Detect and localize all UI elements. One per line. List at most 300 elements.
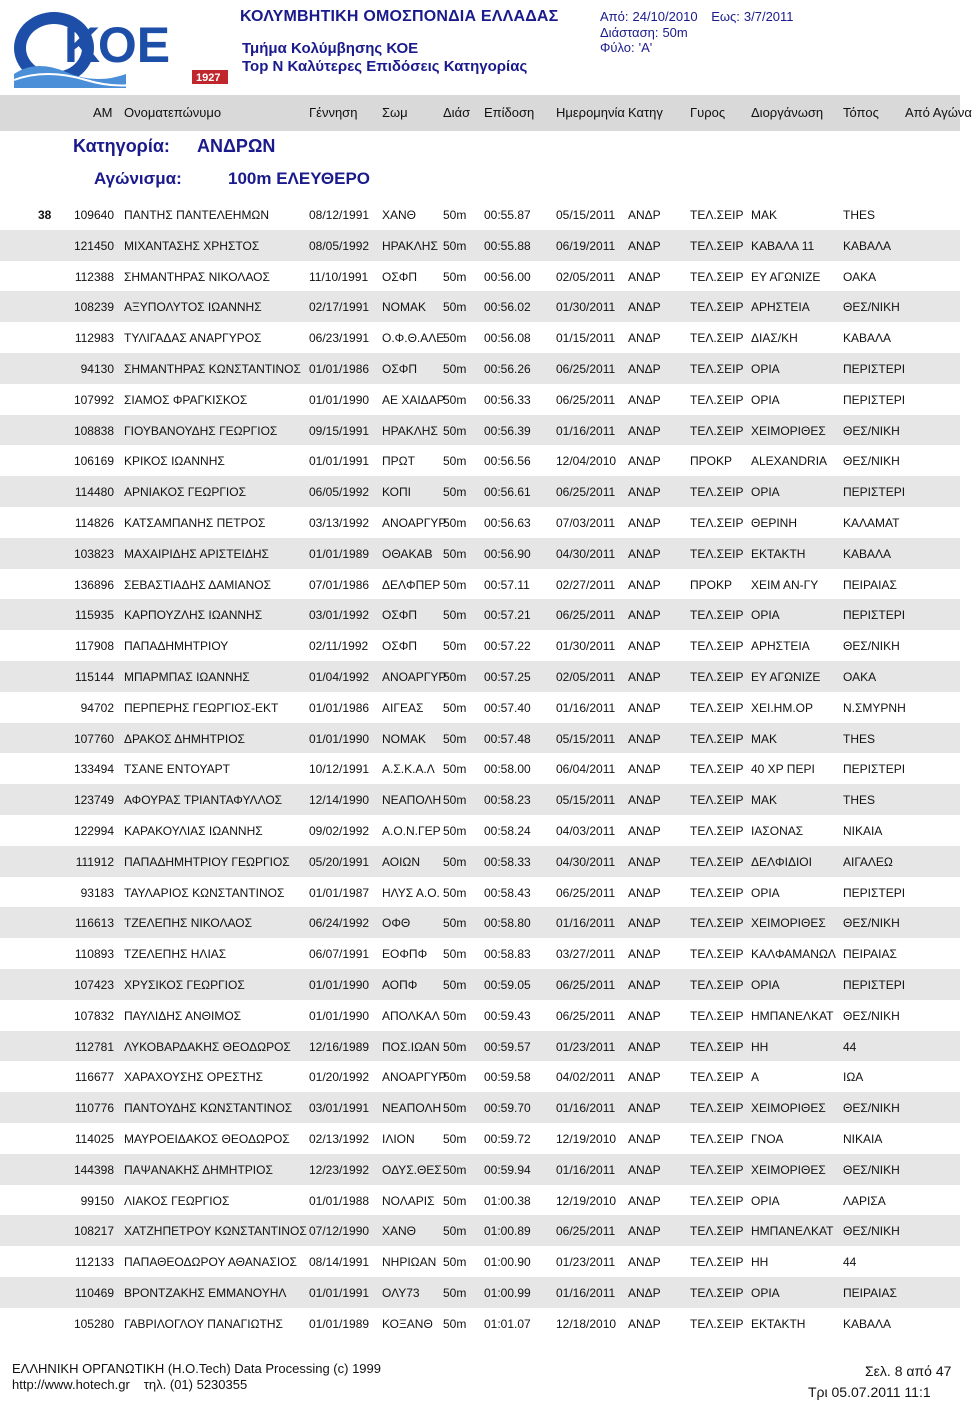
row-place: ΘΕΣ/ΝΙΚΗ xyxy=(843,1162,900,1177)
row-am: 107992 xyxy=(73,392,114,407)
row-am: 111912 xyxy=(75,854,114,869)
row-time: 00:58.43 xyxy=(484,885,531,900)
row-birth: 06/07/1991 xyxy=(309,947,370,962)
row-name: ΜΠΑΡΜΠΑΣ ΙΩΑΝΝΗΣ xyxy=(124,669,250,684)
row-round: ΤΕΛ.ΣΕΙΡ xyxy=(690,885,744,900)
table-row xyxy=(0,1000,960,1031)
row-round: ΤΕΛ.ΣΕΙΡ xyxy=(690,1224,744,1239)
row-am: 112388 xyxy=(74,269,114,284)
row-name: ΣΙΑΜΟΣ ΦΡΑΓΚΙΣΚΟΣ xyxy=(124,392,248,407)
table-row xyxy=(0,1246,960,1277)
row-name: ΚΑΡΑΚΟΥΛΙΑΣ ΙΩΑΝΝΗΣ xyxy=(124,823,263,838)
row-event: ΑΡΗΣΤΕΙΑ xyxy=(751,300,810,315)
row-am: 112133 xyxy=(74,1255,114,1270)
row-place: ΚΑΒΑΛΑ xyxy=(843,331,892,346)
row-distance: 50m xyxy=(443,331,467,346)
row-club: ΑΟΙΩΝ xyxy=(382,854,421,869)
row-date: 06/25/2011 xyxy=(556,1008,616,1023)
logo-letters: ΚΟΕ xyxy=(64,17,171,73)
row-distance: 50m xyxy=(443,454,467,469)
row-category: ΑΝΔΡ xyxy=(628,1255,661,1270)
row-distance: 50m xyxy=(443,977,467,992)
table-row xyxy=(0,846,960,877)
row-place: ΘΕΣ/ΝΙΚΗ xyxy=(843,423,900,438)
row-category: ΑΝΔΡ xyxy=(628,1008,661,1023)
row-date: 12/04/2010 xyxy=(556,454,617,469)
row-distance: 50m xyxy=(443,1193,467,1208)
row-place: ΠΕΙΡΑΙΑΣ xyxy=(843,577,897,592)
row-time: 00:59.58 xyxy=(484,1070,531,1085)
row-date: 04/02/2011 xyxy=(556,1070,616,1085)
row-club: ΚΟΞΑΝΘ xyxy=(382,1316,433,1331)
row-birth: 02/13/1992 xyxy=(309,1131,370,1146)
table-row xyxy=(0,784,960,815)
row-date: 05/15/2011 xyxy=(556,793,616,808)
category-value: ΑΝΔΡΩΝ xyxy=(197,136,276,156)
row-distance: 50m xyxy=(443,1255,467,1270)
row-category: ΑΝΔΡ xyxy=(628,1131,661,1146)
row-birth: 09/02/1992 xyxy=(309,823,370,838)
row-distance: 50m xyxy=(443,238,467,253)
row-round: ΤΕΛ.ΣΕΙΡ xyxy=(690,1039,744,1054)
row-time: 00:56.08 xyxy=(484,331,531,346)
row-category: ΑΝΔΡ xyxy=(628,1039,661,1054)
footer-phone: τηλ. (01) 5230355 xyxy=(143,1377,248,1392)
row-event: ΟΡΙΑ xyxy=(751,1285,780,1300)
row-name: ΧΑΡΑΧΟΥΣΗΣ ΟΡΕΣΤΗΣ xyxy=(124,1070,264,1085)
row-name: ΤΣΑΝΕ ΕΝΤΟΥΑΡΤ xyxy=(124,762,230,777)
row-time: 00:56.26 xyxy=(484,361,531,376)
row-date: 01/16/2011 xyxy=(556,916,616,931)
table-row xyxy=(0,1061,960,1092)
from-label: Από: xyxy=(600,9,629,24)
row-distance: 50m xyxy=(443,546,467,561)
row-name: ΠΕΡΠΕΡΗΣ ΓΕΩΡΓΙΟΣ-ΕΚΤ xyxy=(124,700,279,715)
to-label: Εως: xyxy=(711,9,740,24)
row-time: 00:57.48 xyxy=(484,731,531,746)
row-event: ΕΚΤΑΚΤΗ xyxy=(751,1316,806,1331)
row-round: ΤΕΛ.ΣΕΙΡ xyxy=(690,608,744,623)
row-place: ΠΕΙΡΑΙΑΣ xyxy=(843,1285,897,1300)
row-time: 00:59.72 xyxy=(484,1131,531,1146)
row-club: ΗΛΥΣ Α.Ο. xyxy=(382,885,440,900)
row-name: ΒΡΟΝΤΖΑΚΗΣ ΕΜΜΑΝΟΥΗΛ xyxy=(124,1285,287,1300)
row-round: ΤΕΛ.ΣΕΙΡ xyxy=(690,916,744,931)
row-club: ΧΑΝΘ xyxy=(382,1224,417,1239)
row-event: ΧΕΙΜΟΡΙΘΕΣ xyxy=(751,1101,826,1116)
row-event: ΟΡΙΑ xyxy=(751,608,780,623)
row-club: ΟΔΥΣ.ΘΕΣ xyxy=(382,1162,442,1177)
table-row xyxy=(0,1031,960,1062)
row-club: ΧΑΝΘ xyxy=(382,208,417,222)
row-event: ΕΥ ΑΓΩΝΙΖΕ xyxy=(751,269,821,284)
row-event: ΧΕΙ.ΗΜ.ΟΡ xyxy=(751,700,814,715)
row-birth: 06/05/1992 xyxy=(309,485,370,500)
row-time: 00:56.90 xyxy=(484,546,531,561)
row-distance: 50m xyxy=(443,423,467,438)
row-am: 106169 xyxy=(73,454,114,469)
table-row xyxy=(0,507,960,538)
row-category: ΑΝΔΡ xyxy=(628,854,661,869)
row-category: ΑΝΔΡ xyxy=(628,793,661,808)
row-category: ΑΝΔΡ xyxy=(628,361,661,376)
row-am: 114025 xyxy=(74,1131,114,1146)
row-round: ΤΕΛ.ΣΕΙΡ xyxy=(690,1193,744,1208)
row-category: ΑΝΔΡ xyxy=(628,1193,661,1208)
row-date: 06/25/2011 xyxy=(556,392,616,407)
row-club: ΠΟΣ.ΙΩΑΝ xyxy=(382,1039,440,1054)
row-round: ΤΕΛ.ΣΕΙΡ xyxy=(690,546,744,561)
row-club: Α.Ο.Ν.ΓΕΡ xyxy=(382,823,441,838)
row-time: 00:59.43 xyxy=(484,1008,531,1023)
row-place: ΠΕΡΙΣΤΕΡΙ xyxy=(843,485,906,500)
footer-url[interactable]: http://www.hotech.gr xyxy=(12,1377,130,1392)
row-round: ΤΕΛ.ΣΕΙΡ xyxy=(690,700,744,715)
row-birth: 08/14/1991 xyxy=(309,1255,370,1270)
row-round: ΤΕΛ.ΣΕΙΡ xyxy=(690,269,744,284)
row-distance: 50m xyxy=(443,515,467,530)
row-distance: 50m xyxy=(443,269,467,284)
row-birth: 10/12/1991 xyxy=(309,762,370,777)
row-place: ΚΑΒΑΛΑ xyxy=(843,238,892,253)
row-round: ΤΕΛ.ΣΕΙΡ xyxy=(690,823,744,838)
row-category: ΑΝΔΡ xyxy=(628,269,661,284)
date-range xyxy=(600,9,794,24)
table-row xyxy=(0,723,960,754)
table-row xyxy=(0,630,960,661)
row-am: 136896 xyxy=(73,577,114,592)
row-place: THES xyxy=(843,208,876,222)
row-time: 01:00.89 xyxy=(484,1224,531,1239)
row-am: 105280 xyxy=(73,1316,114,1331)
row-time: 00:57.11 xyxy=(484,577,530,592)
row-place: ΘΕΣ/ΝΙΚΗ xyxy=(843,1224,900,1239)
row-date: 01/15/2011 xyxy=(556,331,616,346)
row-name: ΤΑΥΛΑΡΙΟΣ ΚΩΝΣΤΑΝΤΙΝΟΣ xyxy=(124,885,285,900)
row-am: 116613 xyxy=(74,916,114,931)
table-row xyxy=(0,261,960,292)
row-place: ΠΕΡΙΣΤΕΡΙ xyxy=(843,977,906,992)
row-birth: 02/17/1991 xyxy=(309,300,370,315)
row-date: 01/23/2011 xyxy=(556,1039,616,1054)
col-from-race: Από Αγώνα xyxy=(905,105,972,120)
row-time: 00:56.00 xyxy=(484,269,531,284)
footer-contact xyxy=(12,1377,247,1392)
row-time: 00:56.39 xyxy=(484,423,531,438)
row-place: ΚΑΒΑΛΑ xyxy=(843,1316,892,1331)
row-place: ΚΑΒΑΛΑ xyxy=(843,546,892,561)
row-distance: 50m xyxy=(443,762,467,777)
row-birth: 08/12/1991 xyxy=(309,208,370,222)
table-row xyxy=(0,1123,960,1154)
row-name: ΓΑΒΡΙΛΟΓΛΟΥ ΠΑΝΑΓΙΩΤΗΣ xyxy=(124,1316,283,1331)
row-am: 99150 xyxy=(80,1193,114,1208)
row-time: 00:57.22 xyxy=(484,639,531,654)
to-value: 3/7/2011 xyxy=(743,9,794,24)
row-name: ΜΙΧΑΝΤΑΣΗΣ ΧΡΗΣΤΟΣ xyxy=(124,238,260,253)
row-club: ΝΟΛΑΡΙΣ xyxy=(382,1193,435,1208)
row-event: ΜΑΚ xyxy=(751,793,778,808)
row-place: ΟΑΚΑ xyxy=(843,669,877,684)
row-am: 93183 xyxy=(80,885,114,900)
row-date: 12/19/2010 xyxy=(556,1193,617,1208)
row-event: 40 ΧΡ ΠΕΡΙ xyxy=(751,762,815,777)
table-row xyxy=(0,476,960,507)
row-event: ΧΕΙΜΟΡΙΘΕΣ xyxy=(751,1162,826,1177)
row-distance: 50m xyxy=(443,608,467,623)
row-date: 01/23/2011 xyxy=(556,1255,616,1270)
row-category: ΑΝΔΡ xyxy=(628,208,661,222)
row-name: ΠΑΨΑΝΑΚΗΣ ΔΗΜΗΤΡΙΟΣ xyxy=(124,1162,273,1177)
col-place: Τόπος xyxy=(843,105,879,120)
row-round: ΤΕΛ.ΣΕΙΡ xyxy=(690,423,744,438)
row-club: ΝΗΡΙΩΑΝ xyxy=(382,1255,437,1270)
page-number xyxy=(865,1363,951,1379)
row-club: ΑΝΟΑΡΓΥΡ xyxy=(382,1070,447,1085)
row-time: 00:56.61 xyxy=(484,485,531,500)
row-distance: 50m xyxy=(443,577,467,592)
row-birth: 01/20/1992 xyxy=(309,1070,370,1085)
row-name: ΣΕΒΑΣΤΙΑΔΗΣ ΔΑΜΙΑΝΟΣ xyxy=(124,577,272,592)
row-birth: 07/01/1986 xyxy=(309,577,370,592)
row-am: 110893 xyxy=(74,947,114,962)
row-club: Ο.Φ.Θ.ΑΛΕ xyxy=(382,331,445,346)
row-birth: 12/23/1992 xyxy=(309,1162,370,1177)
row-name: ΚΡΙΚΟΣ ΙΩΑΝΝΗΣ xyxy=(124,454,225,469)
row-place: ΚΑΛΑΜΑΤ xyxy=(843,515,900,530)
col-category: Κατηγ xyxy=(628,105,663,120)
row-club: ΑΙΓΕΑΣ xyxy=(382,700,424,715)
row-event: Α xyxy=(751,1070,760,1085)
row-name: ΛΙΑΚΟΣ ΓΕΩΡΓΙΟΣ xyxy=(124,1193,230,1208)
table-row xyxy=(0,969,960,1000)
row-time: 00:57.21 xyxy=(484,608,531,623)
row-category: ΑΝΔΡ xyxy=(628,238,661,253)
row-club: ΝΕΑΠΟΛΗ xyxy=(382,793,442,808)
row-club: ΕΟΦΠΦ xyxy=(382,947,428,962)
row-birth: 01/01/1991 xyxy=(309,1285,370,1300)
table-row xyxy=(0,661,960,692)
row-round: ΤΕΛ.ΣΕΙΡ xyxy=(690,1101,744,1116)
row-date: 06/25/2011 xyxy=(556,361,616,376)
row-birth: 01/01/1986 xyxy=(309,361,370,376)
row-time: 00:59.57 xyxy=(484,1039,531,1054)
row-time: 01:01.07 xyxy=(484,1316,531,1331)
row-name: ΣΗΜΑΝΤΗΡΑΣ ΚΩΝΣΤΑΝΤΙΝΟΣ xyxy=(124,361,301,376)
row-date: 01/16/2011 xyxy=(556,1285,616,1300)
row-distance: 50m xyxy=(443,361,467,376)
row-date: 12/18/2010 xyxy=(556,1316,617,1331)
row-date: 04/30/2011 xyxy=(556,546,616,561)
row-event: ΔΙΑΣ/ΚΗ xyxy=(751,331,798,346)
row-time: 01:00.99 xyxy=(484,1285,531,1300)
row-club: ΚΟΠΙ xyxy=(382,485,411,500)
row-club: ΠΡΩΤ xyxy=(382,454,415,469)
table-row xyxy=(0,907,960,938)
row-date: 01/30/2011 xyxy=(556,639,616,654)
row-club: ΟΦΘ xyxy=(382,916,411,931)
table-row xyxy=(0,599,960,630)
row-birth: 01/04/1992 xyxy=(309,669,370,684)
row-event: ΚΑΒΑΛΑ 11 xyxy=(751,238,815,253)
row-club: ΟΛΥ73 xyxy=(382,1285,420,1300)
row-name: ΤΖΕΛΕΠΗΣ ΝΙΚΟΛΑΟΣ xyxy=(124,916,253,931)
row-place: 44 xyxy=(843,1039,857,1054)
row-event: ΜΑΚ xyxy=(751,731,778,746)
row-event: ΧΕΙΜΟΡΙΘΕΣ xyxy=(751,423,826,438)
row-time: 00:59.94 xyxy=(484,1162,531,1177)
results-table xyxy=(0,199,960,1338)
row-distance: 50m xyxy=(443,916,467,931)
row-event: ΙΑΣΟΝΑΣ xyxy=(751,823,804,838)
row-event: ΟΡΙΑ xyxy=(751,885,780,900)
row-event: ΧΕΙΜΟΡΙΘΕΣ xyxy=(751,916,826,931)
pool-size xyxy=(600,25,688,40)
row-category: ΑΝΔΡ xyxy=(628,977,661,992)
row-place: ΟΑΚΑ xyxy=(843,269,877,284)
row-birth: 11/10/1991 xyxy=(309,269,369,284)
row-place: ΝΙΚΑΙΑ xyxy=(843,1131,883,1146)
row-distance: 50m xyxy=(443,793,467,808)
row-round: ΤΕΛ.ΣΕΙΡ xyxy=(690,208,744,222)
row-name: ΤΖΕΛΕΠΗΣ ΗΛΙΑΣ xyxy=(124,947,227,962)
row-name: ΠΑΠΑΔΗΜΗΤΡΙΟΥ ΓΕΩΡΓΙΟΣ xyxy=(124,854,290,869)
row-distance: 50m xyxy=(443,1008,467,1023)
row-distance: 50m xyxy=(443,1162,467,1177)
row-place: ΠΕΡΙΣΤΕΡΙ xyxy=(843,361,906,376)
row-am: 108239 xyxy=(73,300,114,315)
row-date: 05/15/2011 xyxy=(556,208,616,222)
row-place: ΛΑΡΙΣΑ xyxy=(843,1193,886,1208)
row-place: ΘΕΣ/ΝΙΚΗ xyxy=(843,1101,900,1116)
row-club: ΑΝΟΑΡΓΥΡ xyxy=(382,515,447,530)
row-distance: 50m xyxy=(443,208,467,222)
row-birth: 01/01/1991 xyxy=(309,454,370,469)
row-date: 05/15/2011 xyxy=(556,731,616,746)
row-am: 110469 xyxy=(74,1285,114,1300)
row-category: ΑΝΔΡ xyxy=(628,1070,661,1085)
row-time: 00:58.23 xyxy=(484,793,531,808)
row-event: ΚΑΛΦΑΜΑΝΩΛ xyxy=(751,947,836,962)
table-row xyxy=(0,815,960,846)
row-rank: 38 xyxy=(38,208,52,222)
row-club: ΟΣΦΠ xyxy=(382,608,417,623)
row-date: 03/27/2011 xyxy=(556,947,616,962)
row-category: ΑΝΔΡ xyxy=(628,515,661,530)
row-round: ΤΕΛ.ΣΕΙΡ xyxy=(690,1255,744,1270)
row-time: 00:58.33 xyxy=(484,854,531,869)
table-row xyxy=(0,445,960,476)
row-am: 133494 xyxy=(73,762,114,777)
row-time: 00:56.02 xyxy=(484,300,531,315)
row-event: ΟΡΙΑ xyxy=(751,977,780,992)
category-label: Κατηγορία: xyxy=(73,136,170,156)
row-distance: 50m xyxy=(443,639,467,654)
row-category: ΑΝΔΡ xyxy=(628,546,661,561)
table-row xyxy=(0,353,960,384)
row-time: 00:58.24 xyxy=(484,823,531,838)
row-category: ΑΝΔΡ xyxy=(628,947,661,962)
row-club: ΟΣΦΠ xyxy=(382,361,417,376)
row-round: ΤΕΛ.ΣΕΙΡ xyxy=(690,1285,744,1300)
row-category: ΑΝΔΡ xyxy=(628,331,661,346)
row-date: 01/30/2011 xyxy=(556,300,616,315)
row-round: ΤΕΛ.ΣΕΙΡ xyxy=(690,669,744,684)
gender xyxy=(600,40,652,55)
col-birth: Γέννηση xyxy=(309,105,358,120)
row-birth: 01/01/1989 xyxy=(309,1316,370,1331)
row-distance: 50m xyxy=(443,300,467,315)
row-club: ΑΟΠΦ xyxy=(382,977,418,992)
row-am: 107423 xyxy=(73,977,114,992)
pool-label: Διάσταση: xyxy=(600,25,659,40)
row-distance: 50m xyxy=(443,947,467,962)
row-round: ΤΕΛ.ΣΕΙΡ xyxy=(690,793,744,808)
row-date: 06/25/2011 xyxy=(556,885,616,900)
row-name: ΠΑΠΑΔΗΜΗΤΡΙΟΥ xyxy=(124,639,229,654)
row-name: ΠΑΝΤΗΣ ΠΑΝΤΕΛΕΗΜΩΝ xyxy=(124,208,270,222)
row-event: ΜΑΚ xyxy=(751,208,778,222)
row-distance: 50m xyxy=(443,1039,467,1054)
report-title: Top N Καλύτερες Επιδόσεις Κατηγορίας xyxy=(242,58,528,75)
row-category: ΑΝΔΡ xyxy=(628,885,661,900)
row-date: 02/27/2011 xyxy=(556,577,616,592)
row-distance: 50m xyxy=(443,1224,467,1239)
row-round: ΤΕΛ.ΣΕΙΡ xyxy=(690,331,744,346)
row-distance: 50m xyxy=(443,731,467,746)
koe-logo xyxy=(6,4,232,88)
row-name: ΜΑΥΡΟΕΙΔΑΚΟΣ ΘΕΟΔΩΡΟΣ xyxy=(124,1131,290,1146)
row-date: 04/30/2011 xyxy=(556,854,616,869)
row-am: 122994 xyxy=(73,823,114,838)
table-row xyxy=(0,291,960,322)
row-am: 114480 xyxy=(74,485,114,500)
row-date: 02/05/2011 xyxy=(556,669,616,684)
row-round: ΤΕΛ.ΣΕΙΡ xyxy=(690,639,744,654)
row-event: ALEXANDRIA xyxy=(751,454,828,469)
row-place: ΠΕΡΙΣΤΕΡΙ xyxy=(843,762,906,777)
row-round: ΤΕΛ.ΣΕΙΡ xyxy=(690,300,744,315)
row-am: 109640 xyxy=(73,208,114,222)
col-name: Ονοματεπώνυμο xyxy=(124,105,222,120)
row-distance: 50m xyxy=(443,885,467,900)
row-time: 00:56.56 xyxy=(484,454,531,469)
row-category: ΑΝΔΡ xyxy=(628,639,661,654)
row-club: Α.Σ.Κ.Α.Λ xyxy=(382,762,435,777)
row-am: 123749 xyxy=(73,793,114,808)
row-distance: 50m xyxy=(443,823,467,838)
row-category: ΑΝΔΡ xyxy=(628,1224,661,1239)
logo-year: 1927 xyxy=(196,72,221,84)
row-club: ΑΠΟΛΚΑΛ xyxy=(382,1008,440,1023)
col-club: Σωμ xyxy=(382,105,408,120)
row-time: 00:55.87 xyxy=(484,208,531,222)
row-date: 06/25/2011 xyxy=(556,485,616,500)
table-row xyxy=(0,1215,960,1246)
table-row xyxy=(0,1308,960,1339)
row-am: 103823 xyxy=(73,546,114,561)
row-place: THES xyxy=(843,793,876,808)
row-am: 110776 xyxy=(74,1101,114,1116)
row-category: ΑΝΔΡ xyxy=(628,454,661,469)
row-birth: 05/20/1991 xyxy=(309,854,370,869)
table-row xyxy=(0,538,960,569)
row-name: ΑΦΟΥΡΑΣ ΤΡΙΑΝΤΑΦΥΛΛΟΣ xyxy=(124,793,283,808)
row-round: ΤΕΛ.ΣΕΙΡ xyxy=(690,515,744,530)
row-date: 06/25/2011 xyxy=(556,977,616,992)
row-round: ΤΕΛ.ΣΕΙΡ xyxy=(690,1131,744,1146)
row-birth: 12/16/1989 xyxy=(309,1039,370,1054)
